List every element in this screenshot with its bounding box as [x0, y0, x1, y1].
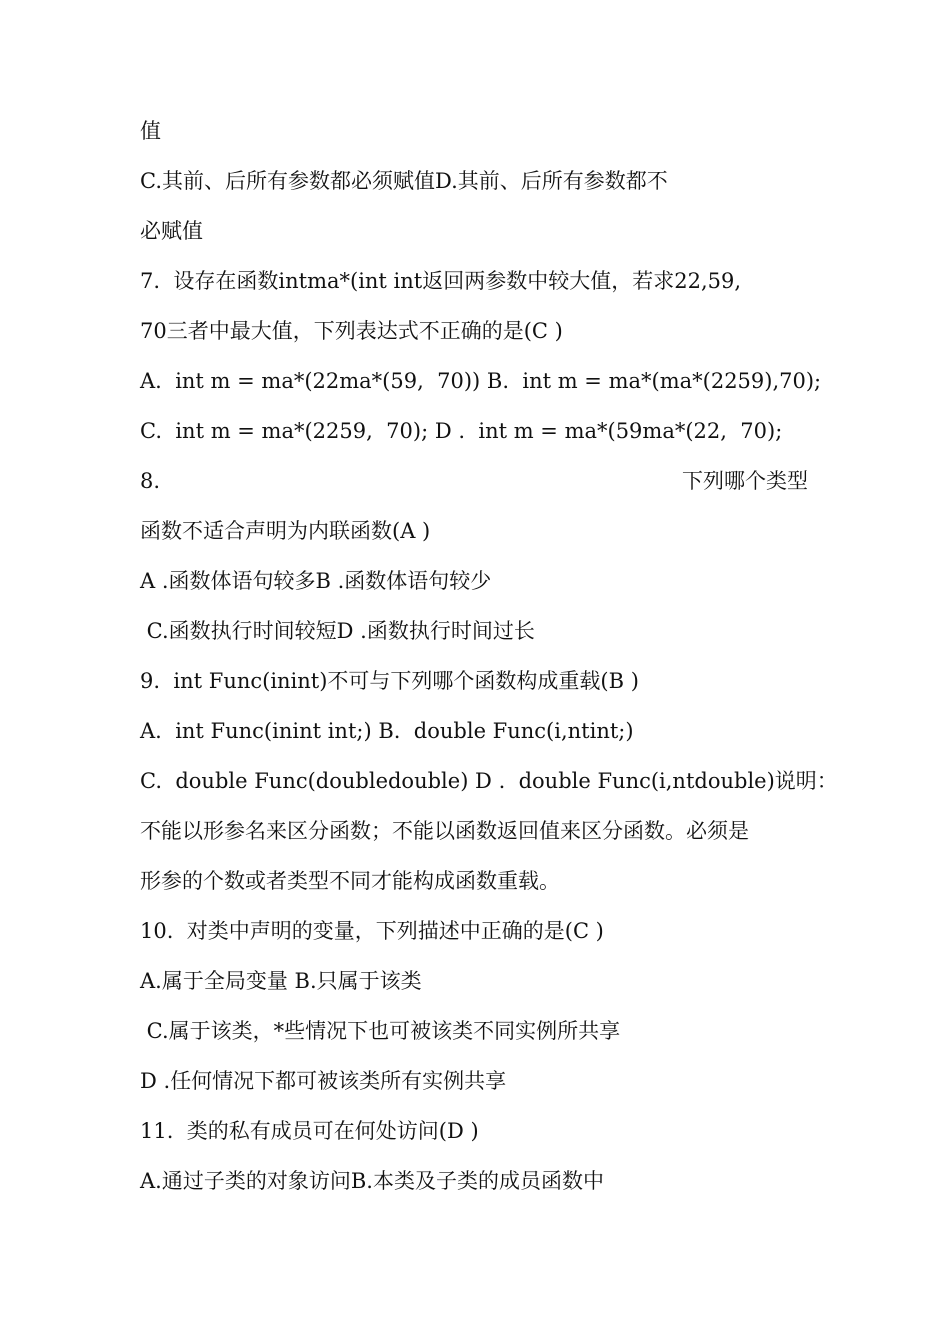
- option-line: D .任何情况下都可被该类所有实例共享: [140, 1069, 507, 1093]
- text-line: 70三者中最大值，下列表达式不正确的是(C ): [140, 319, 563, 343]
- option-line: C. int m = ma*(2259, 70); D . int m = ma*(59ma*(22, 70);: [140, 419, 783, 443]
- option-line: A .函数体语句较多B .函数体语句较少: [140, 569, 492, 593]
- option-line: A.通过子类的对象访问B.本类及子类的成员函数中: [140, 1169, 604, 1193]
- question-8-text-start: 下列哪个类型: [682, 469, 808, 493]
- option-line: C. double Func(doubledouble) D . double Func(i,ntdouble)说明：: [140, 769, 838, 793]
- question-10: 10. 对类中声明的变量，下列描述中正确的是(C ): [140, 919, 604, 943]
- text-line: 函数不适合声明为内联函数(A ): [140, 519, 431, 543]
- option-line: C.属于该类，*些情况下也可被该类不同实例所共享: [140, 1019, 621, 1043]
- option-line: A.属于全局变量 B.只属于该类: [140, 969, 422, 993]
- option-line: A. int m = ma*(22ma*(59, 70)) B. int m = ma*(ma*(2259),70);: [140, 369, 822, 393]
- question-7: 7. 设存在函数intma*(int int返回两参数中较大值，若求22,59,: [140, 269, 742, 293]
- text-line: 必赋值: [140, 219, 203, 243]
- question-9: 9. int Func(inint)不可与下列哪个函数构成重载(B ): [140, 669, 639, 693]
- text-line: C.其前、后所有参数都必须赋值D.其前、后所有参数都不: [140, 169, 668, 193]
- text-line: 值: [140, 119, 161, 143]
- question-11: 11. 类的私有成员可在何处访问(D ): [140, 1119, 479, 1143]
- option-line: A. int Func(inint int;) B. double Func(i,ntint;): [140, 719, 634, 743]
- text-line: 形参的个数或者类型不同才能构成函数重载。: [140, 869, 560, 893]
- text-line: 不能以形参名来区分函数；不能以函数返回值来区分函数。必须是: [140, 819, 749, 843]
- option-line: C.函数执行时间较短D .函数执行时间过长: [140, 619, 535, 643]
- question-8-number: 8.: [140, 469, 161, 493]
